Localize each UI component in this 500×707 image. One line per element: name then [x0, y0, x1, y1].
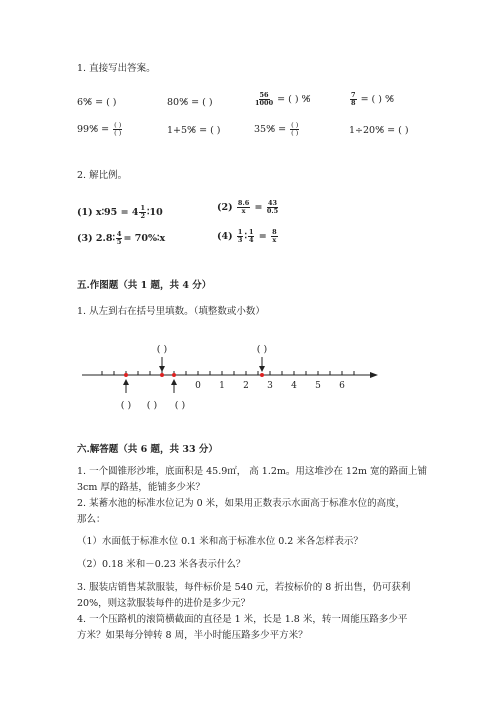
point-marker [160, 373, 164, 377]
tick-label: 1 [219, 381, 225, 391]
q6-4-line1: 4. 一个压路机的滚筒横截面的直径是 1 米，长是 1.8 米，转一周能压路多少平 [77, 614, 408, 625]
fraction: $\frac{1}{3}$ [237, 228, 243, 244]
q6-4-line2: 方米？如果每分钟转 8 周，半小时能压路多少平方米？ [77, 630, 308, 641]
q6-3 [77, 580, 410, 612]
fraction: $\frac{8}{x}$ [272, 228, 277, 244]
point-marker [260, 373, 264, 377]
top-blank: ( ) [256, 344, 268, 355]
q6-1-line2: 3cm 厚的路基，能铺多少米？ [77, 482, 205, 493]
axis-arrowhead [370, 372, 378, 378]
q2-item-1: (1) x∶95 = 4 $\frac{1}{2}$ ∶10 [77, 204, 163, 220]
up-arrow-icon [171, 379, 177, 393]
fraction: $\frac{8.6}{x}$ [237, 199, 250, 215]
q2-item-4: (4) $\frac{1}{3}$ ∶ $\frac{1}{4}$ = $\frac{8}{x}$ [217, 228, 277, 244]
point-marker [124, 373, 128, 377]
tick-label: 2 [243, 381, 249, 391]
section6-title: 六.解答题（共 6 题，共 33 分） [77, 444, 218, 455]
point-marker [172, 373, 176, 377]
q1-item-8: 1÷20%̸ = ( ) [349, 125, 409, 136]
fraction: $\frac{1}{2}$ [140, 204, 145, 220]
tick-label: 5 [315, 381, 321, 391]
q1-item-3: $\frac{56}{1000}$ = ( ) %̸ [255, 91, 311, 107]
q5-text: 1. 从左到右在括号里填数。（填整数或小数） [77, 306, 265, 317]
q1-item-2: 80%̸ = ( ) [167, 97, 213, 108]
fraction-blank: $\frac{( )}{( )}$ [291, 121, 299, 137]
q6-2-sub2: （2）0.18 米和－0.23 米各表示什么？ [77, 559, 246, 570]
q6-1-line1: 1. 一个圆锥形沙堆，底面积是 45.9㎡， 高 1.2m。用这堆沙在 12m 宽的路面上铺 [77, 466, 428, 477]
q2-item-3: (3) 2.8∶ $\frac{4}{5}$ = 70%∶x [77, 230, 166, 246]
q6-1 [77, 464, 427, 496]
q6-4 [77, 612, 407, 644]
down-arrow-icon [159, 357, 165, 372]
fraction: $\frac{43}{0.5}$ [266, 199, 279, 215]
q6-2-line2: 那么： [77, 514, 106, 525]
fraction: $\frac{1}{4}$ [248, 228, 254, 244]
q2-title: 2. 解比例。 [77, 170, 128, 181]
bottom-blank: ( ) [174, 400, 186, 411]
q6-2-line1: 2. 某蓄水池的标准水位记为 0 米，如果用正数表示水面高于标准水位的高度， [77, 498, 406, 509]
q1-item-4: $\frac{7}{8}$ = ( ) %̸ [351, 91, 395, 107]
tick-label: 0 [195, 381, 201, 391]
q1-item-6: 1+5%̸ = ( ) [167, 125, 221, 136]
up-arrow-icon [123, 379, 129, 393]
number-line-figure [0, 335, 500, 425]
q6-2-sub1: （1）水面低于标准水位 0.1 米和高于标准水位 0.2 米各怎样表示？ [77, 536, 363, 547]
section5-title: 五.作图题（共 1 题，共 4 分） [77, 280, 212, 291]
q6-3-line2: 20%，则这款服装每件的进价是多少元？ [77, 598, 251, 609]
fraction: $\frac{4}{5}$ [116, 230, 122, 246]
q1-item-7: 35%̸ = $\frac{( )}{( )}$ [254, 121, 299, 137]
tick-label: 6 [339, 381, 345, 391]
bottom-blank: ( ) [146, 400, 158, 411]
q1-item-5: 99%̸ = $\frac{( )}{( )}$ [77, 121, 122, 137]
fraction: $\frac{56}{1000}$ [255, 91, 274, 107]
tick-marks [102, 371, 354, 375]
q2-item-2: (2) $\frac{8.6}{x}$ = $\frac{43}{0.5}$ [217, 199, 279, 215]
q1-item-1: 6%̸ = ( ) [77, 97, 117, 108]
tick-label: 3 [267, 381, 273, 391]
fraction: $\frac{7}{8}$ [351, 91, 356, 107]
bottom-blank: ( ) [120, 400, 132, 411]
q6-3-line1: 3. 服装店销售某款服装，每件标价是 540 元，若按标价的 8 折出售，仍可获利 [77, 582, 411, 593]
down-arrow-icon [259, 357, 265, 372]
fraction-blank: $\frac{( )}{( )}$ [114, 121, 122, 137]
q1-title: 1. 直接写出答案。 [77, 63, 156, 74]
q6-2 [77, 496, 405, 528]
top-blank: ( ) [156, 344, 168, 355]
tick-label: 4 [291, 381, 297, 391]
